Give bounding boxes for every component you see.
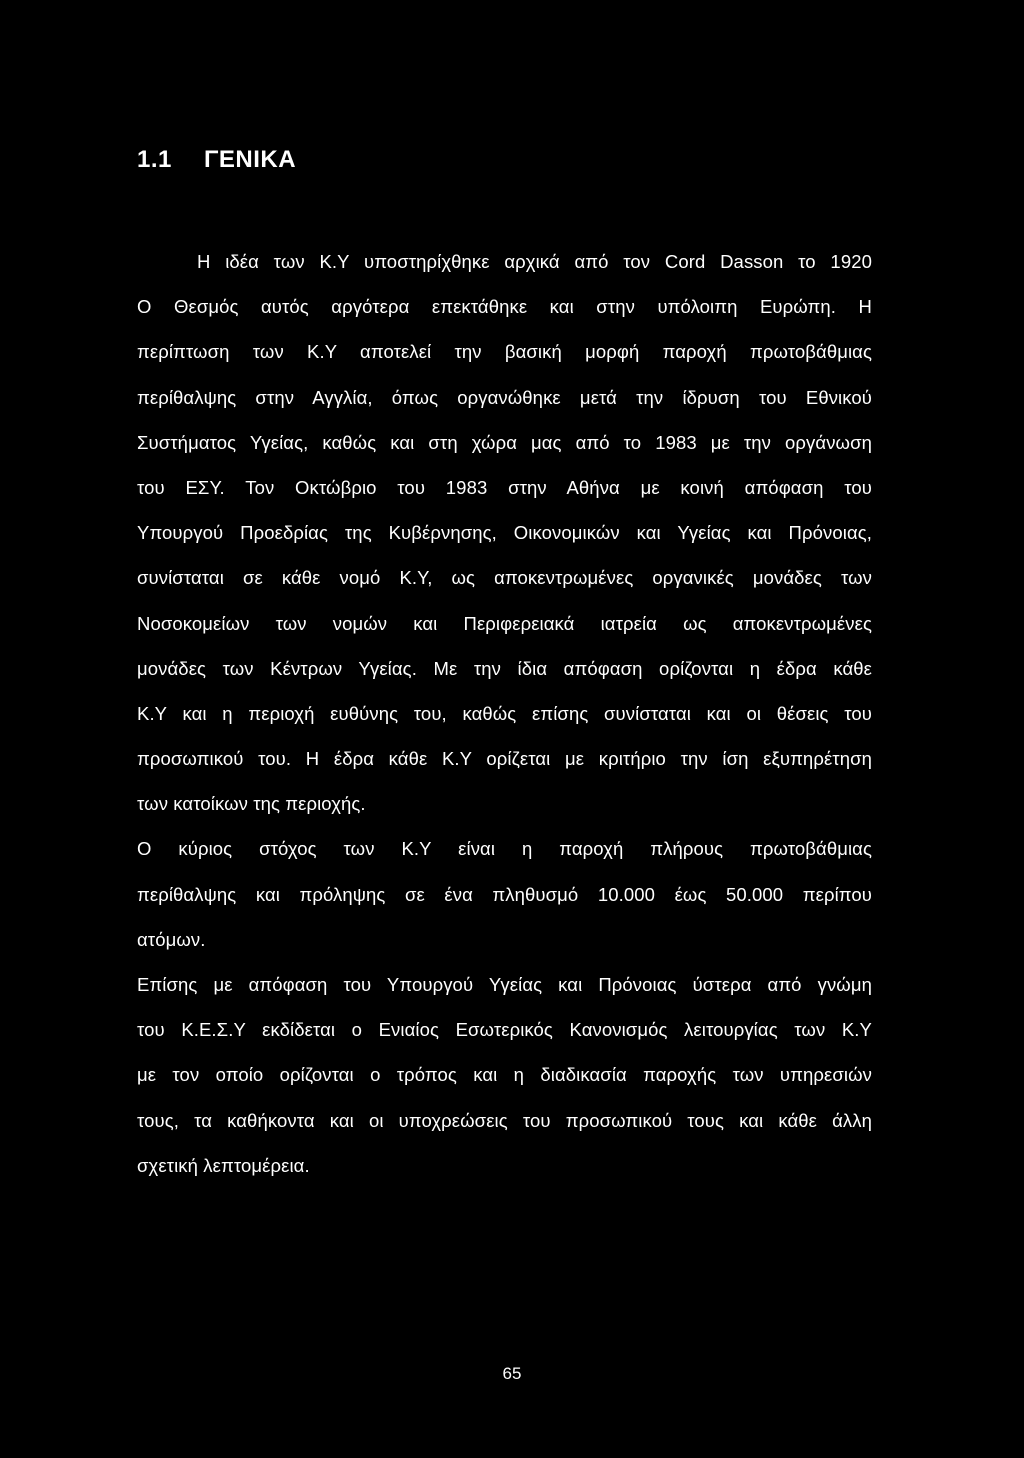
section-heading: [137, 146, 296, 174]
text-line: σχετική λεπτομέρεια.: [137, 1154, 310, 1176]
text-line: προσωπικού του. Η έδρα κάθε Κ.Υ ορίζεται με κριτήριο την ίση εξυπηρέτηση: [137, 748, 872, 770]
section-title: ΓΕΝΙΚΑ: [204, 146, 297, 173]
page-number: 65: [502, 1364, 522, 1383]
text-line: του ΕΣΥ. Τον Οκτώβριο του 1983 στην Αθήνα με κοινή απόφαση του: [137, 476, 872, 498]
text-line: Κ.Υ και η περιοχή ευθύνης του, καθώς επίσης συνίσταται και οι θέσεις του: [137, 702, 872, 724]
text-line: Υπουργού Προεδρίας της Κυβέρνησης, Οικονομικών και Υγείας και Πρόνοιας,: [137, 522, 872, 544]
text-line: Η ιδέα των Κ.Υ υποστηρίχθηκε αρχικά από τον Cord Dasson το 1920: [197, 251, 872, 272]
text-line: περίθαλψης και πρόληψης σε ένα πληθυσμό 10.000 έως 50.000 περίπου: [137, 883, 872, 905]
text-line: μονάδες των Κέντρων Υγείας. Με την ίδια απόφαση ορίζονται η έδρα κάθε: [137, 657, 872, 679]
text-line: του Κ.Ε.Σ.Υ εκδίδεται ο Ενιαίος Εσωτερικός Κανονισμός λειτουργίας των Κ.Υ: [137, 1019, 872, 1041]
text-line: περίπτωση των Κ.Υ αποτελεί την βασική μορφή παροχή πρωτοβάθμιας: [137, 341, 872, 363]
text-line: με τον οποίο ορίζονται ο τρόπος και η διαδικασία παροχής των υπηρεσιών: [137, 1064, 872, 1086]
text-line: των κατοίκων της περιοχής.: [137, 793, 366, 815]
text-line: Νοσοκομείων των νομών και Περιφερειακά ιατρεία ως αποκεντρωμένες: [137, 612, 872, 634]
text-line: ατόμων.: [137, 928, 206, 950]
body-text: [137, 247, 872, 1196]
text-line: συνίσταται σε κάθε νομό Κ.Υ, ως αποκεντρωμένες οργανικές μονάδες των: [137, 567, 872, 589]
text-line: Ο κύριος στόχος των Κ.Υ είναι η παροχή πλήρους πρωτοβάθμιας: [137, 838, 872, 860]
text-line: τους, τα καθήκοντα και οι υποχρεώσεις του προσωπικού τους και κάθε άλλη: [137, 1109, 872, 1131]
section-number: 1.1: [137, 146, 172, 173]
text-line: Ο Θεσμός αυτός αργότερα επεκτάθηκε και στην υπόλοιπη Ευρώπη. Η: [137, 296, 872, 318]
text-line: Συστήματος Υγείας, καθώς και στη χώρα μας από το 1983 με την οργάνωση: [137, 431, 872, 453]
text-line: Επίσης με απόφαση του Υπουργού Υγείας και Πρόνοιας ύστερα από γνώμη: [137, 974, 872, 995]
text-line: περίθαλψης στην Αγγλία, όπως οργανώθηκε μετά την ίδρυση του Εθνικού: [137, 386, 872, 408]
